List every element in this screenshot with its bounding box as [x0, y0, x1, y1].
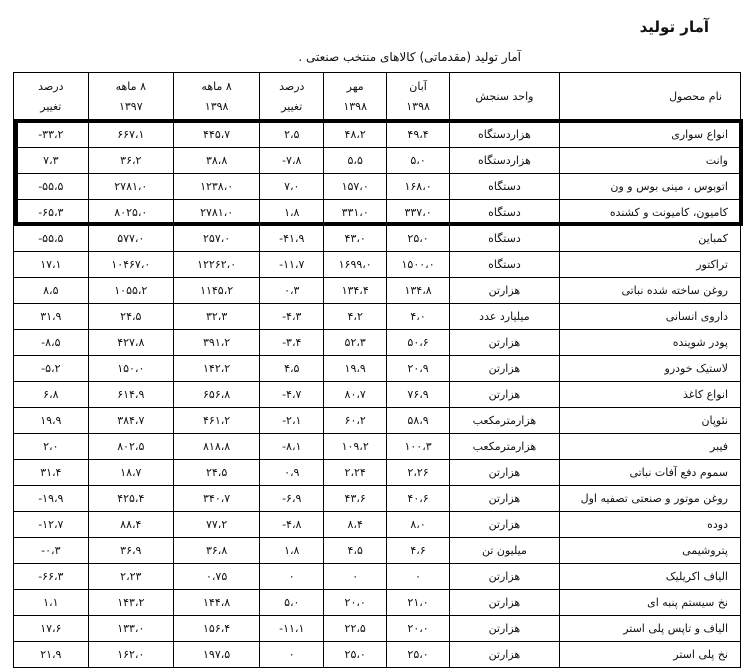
cell-percent-change-monthly: -۴،۷	[260, 382, 324, 408]
cell-mehr-1398: ۱۰۹،۲	[324, 434, 387, 460]
cell-product-name: تراکتور	[559, 252, 740, 278]
cell-mehr-1398: ۵،۵	[324, 148, 387, 174]
header-mehr-1398	[324, 73, 387, 122]
table-row	[14, 382, 741, 408]
header-unit: واحد سنجش	[450, 73, 560, 122]
table-row	[14, 538, 741, 564]
cell-percent-change-8month: ۳۱،۴	[14, 460, 89, 486]
cell-8month-1398: ۳۹۱،۲	[173, 330, 259, 356]
cell-product-name: کمباین	[559, 226, 740, 252]
cell-8month-1397: ۴۲۷،۸	[88, 330, 173, 356]
cell-product-name: پتروشیمی	[559, 538, 740, 564]
cell-percent-change-monthly: -۱۱،۷	[260, 252, 324, 278]
cell-8month-1397: ۱۳۳،۰	[88, 616, 173, 642]
table-row	[14, 304, 741, 330]
header-aban-year: ۱۳۹۸	[406, 100, 430, 113]
cell-8month-1398: ۳۸،۸	[173, 148, 259, 174]
cell-mehr-1398: ۱۳۴،۴	[324, 278, 387, 304]
cell-product-name: اتوبوس ، مینی بوس و ون	[559, 174, 740, 200]
table-row	[14, 330, 741, 356]
table-row	[14, 564, 741, 590]
cell-mehr-1398: ۴۳،۶	[324, 486, 387, 512]
cell-unit: هزارتن	[450, 278, 560, 304]
cell-percent-change-monthly: -۱۱،۱	[260, 616, 324, 642]
cell-percent-change-8month: -۱۹،۹	[14, 486, 89, 512]
cell-percent-change-8month: -۶۵،۳	[14, 200, 89, 226]
cell-mehr-1398: ۲۲،۵	[324, 616, 387, 642]
header-pct2-label: درصد	[38, 80, 64, 93]
cell-unit: هزارتن	[450, 512, 560, 538]
cell-product-name: انواع کاغذ	[559, 382, 740, 408]
table-body	[14, 122, 741, 668]
cell-percent-change-monthly: -۴،۸	[260, 512, 324, 538]
cell-8month-1398: ۱۴۴،۸	[173, 590, 259, 616]
cell-percent-change-monthly: -۲،۱	[260, 408, 324, 434]
cell-percent-change-8month: -۸،۵	[14, 330, 89, 356]
cell-mehr-1398: ۴۳،۰	[324, 226, 387, 252]
cell-8month-1397: ۸۸،۴	[88, 512, 173, 538]
header-m8-97-year: ۱۳۹۷	[118, 100, 143, 113]
cell-8month-1398: ۴۴۵،۷	[173, 122, 259, 148]
cell-8month-1397: ۲۷۸۱،۰	[88, 174, 173, 200]
header-percent-change-monthly	[260, 73, 324, 122]
cell-aban-1398: ۴۰،۶	[387, 486, 450, 512]
cell-percent-change-monthly: ۰،۹	[260, 460, 324, 486]
cell-aban-1398: ۰	[387, 564, 450, 590]
cell-percent-change-monthly: ۱،۸	[260, 200, 324, 226]
cell-8month-1397: ۶۱۴،۹	[88, 382, 173, 408]
cell-product-name: روغن ساخته شده نباتی	[559, 278, 740, 304]
cell-aban-1398: ۲۰،۹	[387, 356, 450, 382]
cell-percent-change-8month: -۳۳،۲	[14, 122, 89, 148]
table-row	[14, 408, 741, 434]
cell-aban-1398: ۱۳۴،۸	[387, 278, 450, 304]
cell-8month-1398: ۷۷،۲	[173, 512, 259, 538]
cell-unit: هزارمترمکعب	[450, 408, 560, 434]
cell-unit: هزاردستگاه	[450, 148, 560, 174]
cell-unit: هزارتن	[450, 382, 560, 408]
header-percent-change-8month	[14, 73, 89, 122]
cell-8month-1398: ۱۱۴۵،۲	[173, 278, 259, 304]
cell-product-name: الیاف و تاپس پلی استر	[559, 616, 740, 642]
cell-8month-1398: ۰،۷۵	[173, 564, 259, 590]
cell-unit: هزارتن	[450, 460, 560, 486]
cell-aban-1398: ۱۰۰،۳	[387, 434, 450, 460]
header-pct2-sub: تغییر	[40, 100, 62, 113]
table-row	[14, 226, 741, 252]
cell-mehr-1398: ۴،۵	[324, 538, 387, 564]
cell-8month-1397: ۳۶،۲	[88, 148, 173, 174]
cell-percent-change-8month: -۵۵،۵	[14, 226, 89, 252]
table-row	[14, 200, 741, 226]
cell-unit: دستگاه	[450, 200, 560, 226]
cell-8month-1397: ۳۸۴،۷	[88, 408, 173, 434]
cell-percent-change-monthly: -۴،۳	[260, 304, 324, 330]
cell-8month-1397: ۱۰۵۵،۲	[88, 278, 173, 304]
cell-8month-1398: ۸۱۸،۸	[173, 434, 259, 460]
cell-product-name: سموم دفع آفات نباتی	[559, 460, 740, 486]
cell-unit: میلیارد عدد	[450, 304, 560, 330]
cell-8month-1397: ۸۰۲۵،۰	[88, 200, 173, 226]
cell-mehr-1398: ۶۰،۲	[324, 408, 387, 434]
cell-percent-change-monthly: ۱،۸	[260, 538, 324, 564]
cell-percent-change-8month: -۱۲،۷	[14, 512, 89, 538]
cell-mehr-1398: ۲،۲۴	[324, 460, 387, 486]
cell-percent-change-8month: ۳۱،۹	[14, 304, 89, 330]
cell-8month-1398: ۳۴۰،۷	[173, 486, 259, 512]
cell-aban-1398: ۵،۰	[387, 148, 450, 174]
table-row	[14, 590, 741, 616]
cell-8month-1397: ۲،۲۳	[88, 564, 173, 590]
header-row	[14, 73, 741, 122]
cell-unit: هزارتن	[450, 616, 560, 642]
cell-unit: هزارتن	[450, 356, 560, 382]
header-m8-98-year: ۱۳۹۸	[204, 100, 229, 113]
cell-percent-change-monthly: -۳،۴	[260, 330, 324, 356]
cell-product-name: انواع سواری	[559, 122, 740, 148]
table-row	[14, 174, 741, 200]
cell-unit: هزارتن	[450, 590, 560, 616]
cell-aban-1398: ۲،۲۶	[387, 460, 450, 486]
cell-percent-change-8month: ۱،۱	[14, 590, 89, 616]
cell-percent-change-monthly: -۷،۸	[260, 148, 324, 174]
cell-mehr-1398: ۰	[324, 564, 387, 590]
cell-aban-1398: ۸،۰	[387, 512, 450, 538]
cell-mehr-1398: ۴،۲	[324, 304, 387, 330]
cell-percent-change-monthly: -۸،۱	[260, 434, 324, 460]
header-aban-label: آبان	[409, 80, 427, 93]
cell-product-name: دوده	[559, 512, 740, 538]
cell-aban-1398: ۵۰،۶	[387, 330, 450, 356]
cell-product-name: نخ سیستم پنبه ای	[559, 590, 740, 616]
cell-8month-1397: ۲۴،۵	[88, 304, 173, 330]
header-aban-1398	[387, 73, 450, 122]
cell-percent-change-monthly: ۵،۰	[260, 590, 324, 616]
cell-unit: هزارتن	[450, 564, 560, 590]
table-row	[14, 616, 741, 642]
cell-8month-1398: ۲۴،۵	[173, 460, 259, 486]
cell-percent-change-monthly: ۰،۳	[260, 278, 324, 304]
page-title: آمار تولید	[639, 18, 709, 36]
cell-aban-1398: ۳۳۷،۰	[387, 200, 450, 226]
cell-product-name: وانت	[559, 148, 740, 174]
cell-product-name: روغن موتور و صنعتی تصفیه اول	[559, 486, 740, 512]
cell-8month-1398: ۲۷۸۱،۰	[173, 200, 259, 226]
table-row	[14, 460, 741, 486]
cell-8month-1398: ۱۴۲،۲	[173, 356, 259, 382]
cell-aban-1398: ۲۵،۰	[387, 642, 450, 668]
cell-8month-1398: ۳۶،۸	[173, 538, 259, 564]
cell-percent-change-monthly: -۴۱،۹	[260, 226, 324, 252]
cell-percent-change-8month: -۵۵،۵	[14, 174, 89, 200]
cell-8month-1398: ۴۶۱،۲	[173, 408, 259, 434]
cell-percent-change-8month: ۱۷،۶	[14, 616, 89, 642]
cell-8month-1397: ۱۴۳،۲	[88, 590, 173, 616]
cell-mehr-1398: ۴۸،۲	[324, 122, 387, 148]
cell-8month-1397: ۱۵۰،۰	[88, 356, 173, 382]
cell-percent-change-8month: ۶،۸	[14, 382, 89, 408]
cell-mehr-1398: ۵۲،۳	[324, 330, 387, 356]
cell-product-name: نخ پلی استر	[559, 642, 740, 668]
cell-8month-1397: ۵۷۷،۰	[88, 226, 173, 252]
cell-aban-1398: ۱۶۸،۰	[387, 174, 450, 200]
cell-mehr-1398: ۸،۴	[324, 512, 387, 538]
cell-8month-1398: ۳۲،۳	[173, 304, 259, 330]
cell-percent-change-8month: ۸،۵	[14, 278, 89, 304]
cell-product-name: داروی انسانی	[559, 304, 740, 330]
cell-percent-change-monthly: ۴،۵	[260, 356, 324, 382]
cell-8month-1398: ۱۲۳۸،۰	[173, 174, 259, 200]
cell-percent-change-8month: ۲۱،۹	[14, 642, 89, 668]
cell-unit: هزاردستگاه	[450, 122, 560, 148]
cell-mehr-1398: ۱۵۷،۰	[324, 174, 387, 200]
cell-aban-1398: ۵۸،۹	[387, 408, 450, 434]
cell-unit: دستگاه	[450, 252, 560, 278]
cell-mehr-1398: ۲۰،۰	[324, 590, 387, 616]
table-row	[14, 356, 741, 382]
cell-percent-change-monthly: ۲،۵	[260, 122, 324, 148]
cell-unit: هزارتن	[450, 642, 560, 668]
cell-unit: دستگاه	[450, 174, 560, 200]
cell-percent-change-8month: -۵،۲	[14, 356, 89, 382]
header-product-name: نام محصول	[559, 73, 740, 122]
cell-unit: هزارتن	[450, 486, 560, 512]
cell-8month-1397: ۱۸،۷	[88, 460, 173, 486]
table-row	[14, 486, 741, 512]
header-pct1-sub: تغییر	[281, 100, 303, 113]
cell-8month-1397: ۸۰۲،۵	[88, 434, 173, 460]
cell-mehr-1398: ۱۹،۹	[324, 356, 387, 382]
table-row	[14, 278, 741, 304]
cell-percent-change-8month: -۶۶،۳	[14, 564, 89, 590]
cell-unit: هزارمترمکعب	[450, 434, 560, 460]
cell-aban-1398: ۴۹،۴	[387, 122, 450, 148]
table-row	[14, 252, 741, 278]
cell-product-name: پودر شوینده	[559, 330, 740, 356]
cell-percent-change-8month: ۷،۳	[14, 148, 89, 174]
cell-mehr-1398: ۱۶۹۹،۰	[324, 252, 387, 278]
header-8month-1398	[173, 73, 259, 122]
cell-8month-1397: ۱۰۴۶۷،۰	[88, 252, 173, 278]
cell-8month-1397: ۱۶۲،۰	[88, 642, 173, 668]
cell-percent-change-monthly: ۷،۰	[260, 174, 324, 200]
cell-8month-1398: ۱۹۷،۵	[173, 642, 259, 668]
cell-aban-1398: ۴،۶	[387, 538, 450, 564]
header-mehr-label: مهر	[346, 80, 364, 93]
cell-8month-1397: ۴۲۵،۴	[88, 486, 173, 512]
header-m8-98-label: ۸ ماهه	[201, 80, 232, 93]
cell-mehr-1398: ۲۵،۰	[324, 642, 387, 668]
cell-percent-change-8month: ۲،۰	[14, 434, 89, 460]
table-row	[14, 122, 741, 148]
cell-percent-change-monthly: ۰	[260, 564, 324, 590]
header-pct1-label: درصد	[279, 80, 305, 93]
cell-unit: دستگاه	[450, 226, 560, 252]
table-row	[14, 148, 741, 174]
cell-mehr-1398: ۸۰،۷	[324, 382, 387, 408]
cell-aban-1398: ۱۵۰۰،۰	[387, 252, 450, 278]
cell-percent-change-monthly: ۰	[260, 642, 324, 668]
cell-product-name: فیبر	[559, 434, 740, 460]
cell-aban-1398: ۲۱،۰	[387, 590, 450, 616]
header-8month-1397	[88, 73, 173, 122]
cell-8month-1397: ۳۶،۹	[88, 538, 173, 564]
header-m8-97-label: ۸ ماهه	[115, 80, 146, 93]
cell-8month-1398: ۶۵۶،۸	[173, 382, 259, 408]
table-row	[14, 434, 741, 460]
cell-mehr-1398: ۳۳۱،۰	[324, 200, 387, 226]
cell-unit: هزارتن	[450, 330, 560, 356]
cell-product-name: لاستیک خودرو	[559, 356, 740, 382]
cell-aban-1398: ۷۶،۹	[387, 382, 450, 408]
production-stats-table	[13, 72, 741, 668]
cell-percent-change-8month: ۱۹،۹	[14, 408, 89, 434]
table-caption: آمار تولید (مقدماتی) کالاهای منتخب صنعتی .	[298, 50, 521, 64]
cell-unit: میلیون تن	[450, 538, 560, 564]
table-row	[14, 512, 741, 538]
cell-percent-change-8month: -۰،۳	[14, 538, 89, 564]
cell-aban-1398: ۴،۰	[387, 304, 450, 330]
cell-product-name: نئوپان	[559, 408, 740, 434]
cell-8month-1397: ۶۶۷،۱	[88, 122, 173, 148]
cell-aban-1398: ۲۰،۰	[387, 616, 450, 642]
cell-8month-1398: ۱۲۲۶۲،۰	[173, 252, 259, 278]
cell-aban-1398: ۲۵،۰	[387, 226, 450, 252]
cell-8month-1398: ۲۵۷،۰	[173, 226, 259, 252]
cell-percent-change-8month: ۱۷،۱	[14, 252, 89, 278]
table-row	[14, 642, 741, 668]
header-mehr-year: ۱۳۹۸	[343, 100, 367, 113]
cell-percent-change-monthly: -۶،۹	[260, 486, 324, 512]
cell-product-name: الیاف اکریلیک	[559, 564, 740, 590]
cell-8month-1398: ۱۵۶،۴	[173, 616, 259, 642]
cell-product-name: کامیون، کامیونت و کشنده	[559, 200, 740, 226]
